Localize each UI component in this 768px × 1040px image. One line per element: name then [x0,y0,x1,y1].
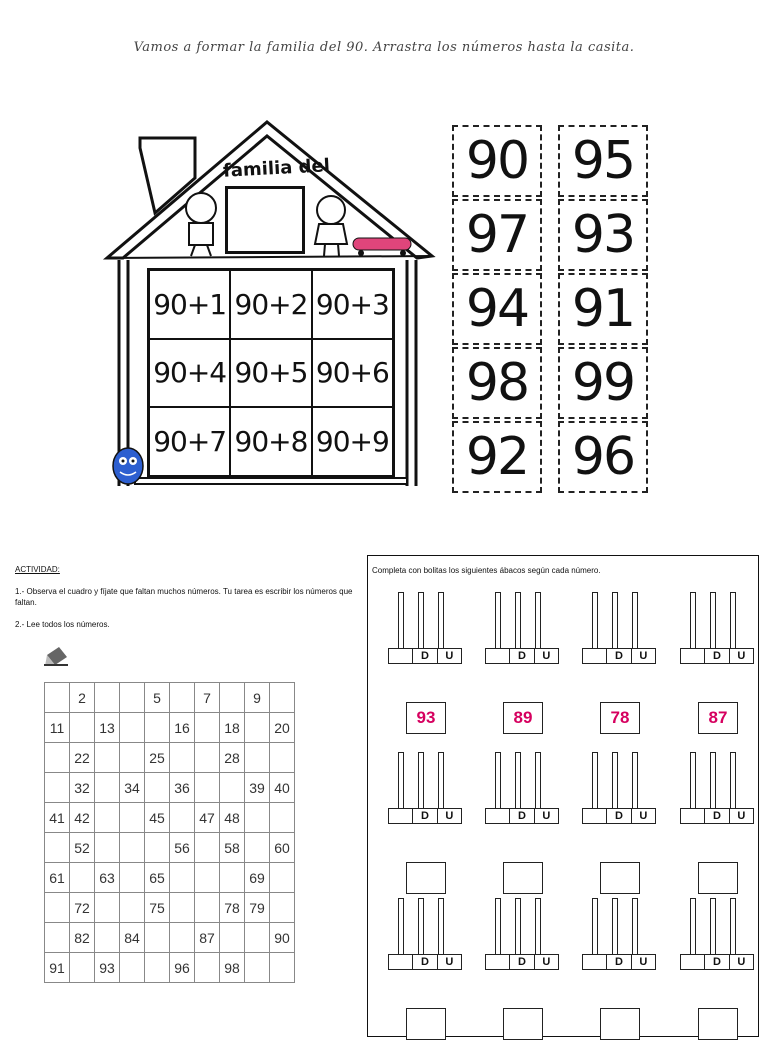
table-row [45,803,295,833]
house-cell[interactable]: 90+5 [230,339,311,408]
abacus-base-spacer [389,809,412,823]
abacus-base [582,808,656,824]
blank-cell[interactable] [245,923,270,953]
abacus[interactable] [582,898,658,968]
abacus-base-spacer [681,955,704,969]
blank-cell[interactable] [220,773,245,803]
table-cell: 18 [220,713,245,743]
table-cell: 96 [170,953,195,983]
abacus-answer-box[interactable] [600,862,640,894]
blank-cell[interactable] [95,923,120,953]
abacus-base-spacer [681,809,704,823]
abacus-base-spacer [583,955,606,969]
blank-cell[interactable] [95,833,120,863]
abacus-rod[interactable] [632,752,638,811]
abacus-base-spacer [681,649,704,663]
table-cell: 13 [95,713,120,743]
blank-cell[interactable] [95,743,120,773]
abacus-column-label: U [631,649,655,663]
abacus-rod[interactable] [690,592,696,651]
blank-cell[interactable] [270,863,295,893]
blank-cell[interactable] [170,683,195,713]
blank-cell[interactable] [120,713,145,743]
abacus-base-spacer [389,955,412,969]
number-card[interactable]: 97 [452,199,542,271]
blank-cell[interactable] [120,863,145,893]
boy-figure [186,193,216,256]
abacus-base [680,808,754,824]
abacus-column-label: D [412,649,436,663]
table-cell: 93 [95,953,120,983]
table-cell: 20 [270,713,295,743]
number-card[interactable]: 91 [558,273,648,345]
blank-cell[interactable] [270,893,295,923]
house-sum-grid [147,268,395,478]
table-row [45,893,295,923]
table-cell: 56 [170,833,195,863]
number-card[interactable]: 96 [558,421,648,493]
abacus-rod[interactable] [398,898,404,957]
abacus-base-spacer [486,649,509,663]
table-row [45,713,295,743]
abacus-column-label: D [412,809,436,823]
table-cell: 48 [220,803,245,833]
blank-cell[interactable] [145,713,170,743]
blank-cell[interactable] [170,743,195,773]
abacus-answer-box[interactable] [698,1008,738,1040]
abacus-column-label: D [704,809,728,823]
abacus-base [485,954,559,970]
abacus[interactable] [388,752,464,822]
blank-cell[interactable] [45,773,70,803]
abacus[interactable] [485,592,561,662]
table-cell: 63 [95,863,120,893]
number-card[interactable]: 95 [558,125,648,197]
abacus-column-label: D [606,649,630,663]
abacus-rod[interactable] [612,898,618,957]
abacus-rod[interactable] [730,592,736,651]
blank-cell[interactable] [245,743,270,773]
table-cell: 72 [70,893,95,923]
abacus-column-label: D [704,649,728,663]
abacus-answer-box[interactable] [406,1008,446,1040]
abacus-column-label: D [606,809,630,823]
table-row [45,743,295,773]
blank-cell[interactable] [145,833,170,863]
blank-cell[interactable] [45,893,70,923]
abacus-rod[interactable] [730,898,736,957]
blank-cell[interactable] [95,773,120,803]
abacus-base-spacer [486,955,509,969]
blank-cell[interactable] [270,743,295,773]
abacus-column-label: D [509,649,533,663]
blank-cell[interactable] [70,953,95,983]
blank-cell[interactable] [120,743,145,773]
abacus-base [388,648,462,664]
abacus-rod[interactable] [418,752,424,811]
family-drop-box[interactable] [225,186,305,254]
table-cell: 28 [220,743,245,773]
blank-cell[interactable] [45,743,70,773]
blank-cell[interactable] [45,923,70,953]
table-row [45,683,295,713]
blank-cell[interactable] [120,803,145,833]
table-cell: 34 [120,773,145,803]
abacus-number: 87 [698,702,738,734]
abacus[interactable] [485,898,561,968]
table-cell: 11 [45,713,70,743]
table-cell: 36 [170,773,195,803]
abacus-rod[interactable] [418,592,424,651]
abacus-rod[interactable] [495,898,501,957]
abacus[interactable] [582,592,658,662]
blank-cell[interactable] [245,953,270,983]
table-cell: 2 [70,683,95,713]
abacus-answer-box[interactable] [406,862,446,894]
abacus-base [388,808,462,824]
abacus-base [680,954,754,970]
skateboard-icon [353,238,411,256]
house-cell[interactable]: 90+1 [149,270,230,339]
table-cell: 82 [70,923,95,953]
abacus-rod[interactable] [535,752,541,811]
abacus-rod[interactable] [515,592,521,651]
abacus-rod[interactable] [632,898,638,957]
abacus-base-spacer [486,809,509,823]
blank-cell[interactable] [195,863,220,893]
top-instruction: Vamos a formar la familia del 90. Arrastra los números hasta la casita. [133,40,635,55]
monster-icon [113,448,143,484]
table-cell: 65 [145,863,170,893]
blank-cell[interactable] [220,923,245,953]
table-cell: 25 [145,743,170,773]
abacus-answer-box[interactable] [600,1008,640,1040]
abacus-rod[interactable] [710,592,716,651]
abacus-panel [367,555,759,1037]
table-cell: 52 [70,833,95,863]
abacus-rod[interactable] [495,752,501,811]
table-cell: 39 [245,773,270,803]
abacus-base [680,648,754,664]
table-cell: 58 [220,833,245,863]
blank-cell[interactable] [170,803,195,833]
abacus-column-label: D [704,955,728,969]
blank-cell[interactable] [195,833,220,863]
abacus-base [582,954,656,970]
house-cell[interactable]: 90+3 [312,270,393,339]
abacus[interactable] [680,592,756,662]
blank-cell[interactable] [95,803,120,833]
blank-cell[interactable] [195,773,220,803]
abacus-rod[interactable] [438,752,444,811]
house-cell[interactable]: 90+7 [149,407,230,476]
abacus-base-spacer [583,649,606,663]
table-cell: 98 [220,953,245,983]
house-cell[interactable]: 90+2 [230,270,311,339]
blank-cell[interactable] [45,833,70,863]
abacus[interactable] [388,898,464,968]
blank-cell[interactable] [245,833,270,863]
abacus-rod[interactable] [418,898,424,957]
abacus-rod[interactable] [710,752,716,811]
abacus-column-label: U [437,955,461,969]
blank-cell[interactable] [120,893,145,923]
abacus[interactable] [680,752,756,822]
abacus-column-label: D [412,955,436,969]
blank-cell[interactable] [170,893,195,923]
table-cell: 84 [120,923,145,953]
house-illustration [95,118,440,498]
number-card[interactable]: 90 [452,125,542,197]
table-cell: 22 [70,743,95,773]
abacus-rod[interactable] [710,898,716,957]
abacus[interactable] [582,752,658,822]
abacus-answer-box[interactable] [503,1008,543,1040]
abacus-rod[interactable] [515,898,521,957]
blank-cell[interactable] [70,713,95,743]
abacus-instruction: Completa con bolitas los siguientes ábacos según cada número. [372,566,601,575]
abacus-rod[interactable] [438,592,444,651]
abacus-column-label: U [437,809,461,823]
blank-cell[interactable] [195,713,220,743]
number-card[interactable]: 92 [452,421,542,493]
abacus-rod[interactable] [632,592,638,651]
table-row [45,923,295,953]
abacus-rod[interactable] [730,752,736,811]
blank-cell[interactable] [95,683,120,713]
abacus-number: 78 [600,702,640,734]
table-cell: 45 [145,803,170,833]
abacus-column-label: D [606,955,630,969]
table-cell: 60 [270,833,295,863]
blank-cell[interactable] [70,863,95,893]
number-table [44,682,295,983]
table-row [45,833,295,863]
abacus-base [388,954,462,970]
abacus-rod[interactable] [612,592,618,651]
number-cards [452,125,652,485]
abacus[interactable] [485,752,561,822]
abacus-column-label: D [509,955,533,969]
table-cell: 41 [45,803,70,833]
blank-cell[interactable] [245,803,270,833]
abacus-column-label: U [729,649,753,663]
abacus-rod[interactable] [438,898,444,957]
abacus-rod[interactable] [592,752,598,811]
abacus-column-label: U [534,649,558,663]
table-row [45,953,295,983]
abacus-rod[interactable] [495,592,501,651]
abacus-column-label: U [729,809,753,823]
table-cell: 90 [270,923,295,953]
table-cell: 47 [195,803,220,833]
blank-cell[interactable] [170,923,195,953]
activity-step-2: 2.- Lee todos los números. [15,620,110,629]
number-card[interactable]: 94 [452,273,542,345]
table-row [45,863,295,893]
blank-cell[interactable] [120,833,145,863]
house-cell[interactable]: 90+4 [149,339,230,408]
activity-title: ACTIVIDAD: [15,565,60,574]
abacus-answer-box[interactable] [698,862,738,894]
abacus-base [485,808,559,824]
abacus-rod[interactable] [515,752,521,811]
table-cell: 9 [245,683,270,713]
abacus-column-label: U [631,809,655,823]
table-cell: 69 [245,863,270,893]
abacus[interactable] [388,592,464,662]
blank-cell[interactable] [270,803,295,833]
table-cell: 79 [245,893,270,923]
abacus-rod[interactable] [690,752,696,811]
table-cell: 78 [220,893,245,923]
abacus-base-spacer [583,809,606,823]
blank-cell[interactable] [45,683,70,713]
blank-cell[interactable] [195,893,220,923]
table-cell: 42 [70,803,95,833]
blank-cell[interactable] [270,953,295,983]
blank-cell[interactable] [145,923,170,953]
abacus[interactable] [680,898,756,968]
blank-cell[interactable] [195,953,220,983]
blank-cell[interactable] [145,953,170,983]
abacus-rod[interactable] [592,898,598,957]
house-cell[interactable]: 90+6 [312,339,393,408]
blank-cell[interactable] [170,863,195,893]
abacus-column-label: D [509,809,533,823]
abacus-number: 93 [406,702,446,734]
abacus-column-label: U [534,809,558,823]
table-cell: 75 [145,893,170,923]
table-cell: 61 [45,863,70,893]
number-card[interactable]: 98 [452,347,542,419]
table-row [45,773,295,803]
blank-cell[interactable] [245,713,270,743]
girl-figure [315,196,347,256]
abacus-rod[interactable] [535,592,541,651]
number-card[interactable]: 93 [558,199,648,271]
family-label: familia del [222,155,331,182]
table-cell: 40 [270,773,295,803]
abacus-rod[interactable] [398,592,404,651]
house-cell[interactable]: 90+8 [230,407,311,476]
blank-cell[interactable] [120,953,145,983]
blank-cell[interactable] [220,683,245,713]
pencil-icon [44,645,70,667]
table-cell: 32 [70,773,95,803]
abacus-rod[interactable] [398,752,404,811]
abacus-rod[interactable] [535,898,541,957]
house-cell[interactable]: 90+9 [312,407,393,476]
abacus-column-label: U [534,955,558,969]
table-cell: 87 [195,923,220,953]
blank-cell[interactable] [145,773,170,803]
blank-cell[interactable] [195,743,220,773]
abacus-base-spacer [389,649,412,663]
abacus-rod[interactable] [690,898,696,957]
activity-step-1: 1.- Observa el cuadro y fíjate que faltan muchos números. Tu tarea es escribir los números que faltan. [15,587,353,607]
table-cell: 16 [170,713,195,743]
blank-cell[interactable] [95,893,120,923]
number-card[interactable]: 99 [558,347,648,419]
blank-cell[interactable] [270,683,295,713]
abacus-base [485,648,559,664]
table-cell: 7 [195,683,220,713]
abacus-answer-box[interactable] [503,862,543,894]
abacus-column-label: U [729,955,753,969]
abacus-column-label: U [631,955,655,969]
abacus-rod[interactable] [592,592,598,651]
blank-cell[interactable] [120,683,145,713]
abacus-base [582,648,656,664]
abacus-rod[interactable] [612,752,618,811]
abacus-column-label: U [437,649,461,663]
table-cell: 5 [145,683,170,713]
abacus-number: 89 [503,702,543,734]
table-cell: 91 [45,953,70,983]
blank-cell[interactable] [220,863,245,893]
